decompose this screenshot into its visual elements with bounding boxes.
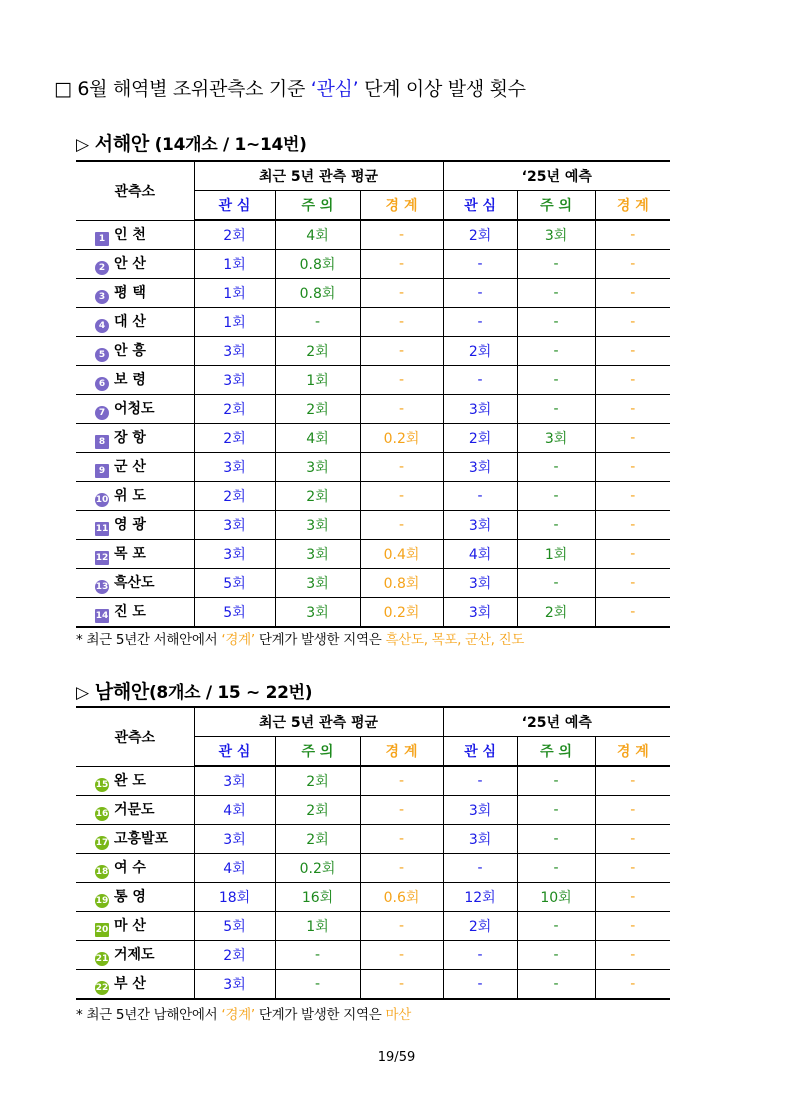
west-section-title — [76, 129, 307, 156]
note-text: 단계가 발생한 지역은 — [254, 632, 386, 648]
station-number-badge: 2 — [95, 261, 109, 275]
station-name: 군 산 — [114, 459, 146, 475]
station-cell — [76, 941, 194, 970]
station-number-badge: 12 — [95, 553, 109, 563]
station-number-badge: 5 — [95, 348, 109, 362]
value-cell-f3: - — [595, 424, 670, 453]
value-cell-f3: - — [595, 395, 670, 424]
interest-header: 관 심 — [194, 191, 275, 221]
value-cell-r2: 1회 — [275, 912, 360, 941]
value-cell-r2: 2회 — [275, 766, 360, 796]
value-cell-r3: - — [360, 395, 443, 424]
value-cell-r3: 0.6회 — [360, 883, 443, 912]
station-number-badge: 9 — [95, 464, 109, 478]
station-cell — [76, 250, 194, 279]
table-row — [76, 337, 670, 366]
west-coast-table — [76, 160, 670, 628]
table-row — [76, 825, 670, 854]
value-cell-r2: 16회 — [275, 883, 360, 912]
value-cell-f3: - — [595, 482, 670, 511]
value-cell-f2: - — [517, 511, 595, 540]
value-cell-r2: 3회 — [275, 569, 360, 598]
value-cell-r3: - — [360, 453, 443, 482]
table-row — [76, 424, 670, 453]
value-cell-r1: 5회 — [194, 912, 275, 941]
south-title-main: 남해안 — [94, 681, 149, 703]
station-number-badge: 21 — [95, 954, 109, 964]
table-row — [76, 796, 670, 825]
value-cell-f2: - — [517, 912, 595, 941]
value-cell-r3: - — [360, 941, 443, 970]
value-cell-r3: - — [360, 854, 443, 883]
table-row — [76, 883, 670, 912]
value-cell-f1: 3회 — [443, 569, 517, 598]
value-cell-f1: - — [443, 766, 517, 796]
value-cell-f3: - — [595, 598, 670, 628]
value-cell-r1: 2회 — [194, 482, 275, 511]
value-cell-f3: - — [595, 511, 670, 540]
station-name: 안 흥 — [114, 343, 146, 359]
value-cell-r2: 2회 — [275, 796, 360, 825]
table-row — [76, 453, 670, 482]
note-highlight: ‘경계’ — [221, 1007, 255, 1023]
station-cell — [76, 453, 194, 482]
value-cell-r1: 4회 — [194, 854, 275, 883]
station-number-badge: 14 — [95, 611, 109, 621]
note-text: * 최근 5년간 남해안에서 — [76, 1007, 222, 1023]
value-cell-r3: - — [360, 337, 443, 366]
station-name: 대 산 — [114, 314, 146, 330]
west-note — [76, 628, 524, 648]
station-name: 고흥발포 — [114, 831, 169, 847]
table-row — [76, 482, 670, 511]
value-cell-f3: - — [595, 854, 670, 883]
value-cell-r1: 1회 — [194, 308, 275, 337]
station-number-badge: 16 — [95, 809, 109, 819]
south-coast-table — [76, 706, 670, 1000]
table-row — [76, 308, 670, 337]
triangle-icon: ▷ — [76, 683, 89, 703]
station-cell — [76, 569, 194, 598]
value-cell-f1: - — [443, 279, 517, 308]
value-cell-f2: - — [517, 337, 595, 366]
table-row — [76, 220, 670, 250]
value-cell-f1: - — [443, 308, 517, 337]
note-highlight: ‘경계’ — [221, 632, 255, 648]
note-places: 마산 — [385, 1007, 411, 1023]
value-cell-f2: 2회 — [517, 598, 595, 628]
value-cell-f2: - — [517, 279, 595, 308]
station-number-badge: 7 — [95, 406, 109, 420]
value-cell-f2: - — [517, 308, 595, 337]
value-cell-r1: 3회 — [194, 366, 275, 395]
value-cell-r2: 0.2회 — [275, 854, 360, 883]
value-cell-f1: - — [443, 250, 517, 279]
station-name: 어청도 — [114, 401, 155, 417]
value-cell-r3: - — [360, 825, 443, 854]
value-cell-f2: - — [517, 941, 595, 970]
station-cell — [76, 598, 194, 628]
station-number-badge: 8 — [95, 435, 109, 449]
station-cell — [76, 511, 194, 540]
station-number-badge: 20 — [95, 925, 109, 935]
value-cell-f3: - — [595, 279, 670, 308]
table-row — [76, 279, 670, 308]
station-cell — [76, 482, 194, 511]
value-cell-f1: 2회 — [443, 220, 517, 250]
table-row — [76, 941, 670, 970]
station-cell — [76, 395, 194, 424]
value-cell-f3: - — [595, 883, 670, 912]
value-cell-f3: - — [595, 453, 670, 482]
value-cell-r3: - — [360, 796, 443, 825]
value-cell-f1: 3회 — [443, 796, 517, 825]
station-number-badge: 6 — [95, 377, 109, 391]
value-cell-r2: 4회 — [275, 424, 360, 453]
value-cell-r3: 0.2회 — [360, 598, 443, 628]
table-row — [76, 250, 670, 279]
value-cell-f1: 2회 — [443, 424, 517, 453]
value-cell-r2: - — [275, 941, 360, 970]
value-cell-r1: 3회 — [194, 337, 275, 366]
value-cell-r2: - — [275, 970, 360, 1000]
value-cell-f1: 3회 — [443, 453, 517, 482]
value-cell-f3: - — [595, 825, 670, 854]
station-name: 흑산도 — [114, 575, 155, 591]
station-cell — [76, 337, 194, 366]
value-cell-f3: - — [595, 569, 670, 598]
value-cell-r2: 0.8회 — [275, 250, 360, 279]
value-cell-f3: - — [595, 308, 670, 337]
value-cell-r2: 2회 — [275, 337, 360, 366]
forecast-header: ‘25년 예측 — [443, 707, 670, 737]
value-cell-f2: 3회 — [517, 424, 595, 453]
value-cell-f1: - — [443, 854, 517, 883]
station-name: 통 영 — [114, 889, 146, 905]
alert-header: 경 계 — [595, 191, 670, 221]
value-cell-f3: - — [595, 912, 670, 941]
station-cell — [76, 970, 194, 1000]
value-cell-f1: 3회 — [443, 598, 517, 628]
station-name: 장 항 — [114, 430, 146, 446]
value-cell-r3: - — [360, 912, 443, 941]
value-cell-r3: 0.8회 — [360, 569, 443, 598]
note-places: 흑산도, 목포, 군산, 진도 — [385, 632, 525, 648]
alert-header: 경 계 — [360, 191, 443, 221]
value-cell-r1: 3회 — [194, 970, 275, 1000]
value-cell-r2: 0.8회 — [275, 279, 360, 308]
value-cell-r1: 18회 — [194, 883, 275, 912]
value-cell-f1: - — [443, 941, 517, 970]
value-cell-r1: 5회 — [194, 598, 275, 628]
value-cell-f2: - — [517, 796, 595, 825]
caution-header: 주 의 — [275, 191, 360, 221]
value-cell-f2: - — [517, 766, 595, 796]
value-cell-f3: - — [595, 540, 670, 569]
value-cell-r3: 0.2회 — [360, 424, 443, 453]
value-cell-f2: 10회 — [517, 883, 595, 912]
value-cell-f3: - — [595, 337, 670, 366]
value-cell-r2: 2회 — [275, 825, 360, 854]
table-row — [76, 395, 670, 424]
table-row — [76, 766, 670, 796]
value-cell-f1: - — [443, 970, 517, 1000]
value-cell-r3: - — [360, 511, 443, 540]
value-cell-r1: 5회 — [194, 569, 275, 598]
station-name: 인 천 — [114, 226, 146, 243]
south-section-title — [76, 677, 312, 704]
west-title-main: 서해안 — [94, 133, 149, 155]
station-number-badge: 17 — [95, 838, 109, 848]
value-cell-f3: - — [595, 766, 670, 796]
value-cell-f2: - — [517, 854, 595, 883]
value-cell-f1: 3회 — [443, 395, 517, 424]
heading-highlight: ‘관심’ — [310, 78, 359, 100]
south-title-sub: (8개소 / 15 ~ 22번) — [148, 683, 313, 703]
value-cell-r2: 2회 — [275, 482, 360, 511]
value-cell-r2: 3회 — [275, 598, 360, 628]
value-cell-r1: 1회 — [194, 250, 275, 279]
value-cell-r2: 3회 — [275, 540, 360, 569]
station-cell — [76, 308, 194, 337]
table-row — [76, 569, 670, 598]
station-cell — [76, 796, 194, 825]
station-name: 영 광 — [114, 517, 146, 533]
value-cell-f3: - — [595, 250, 670, 279]
value-cell-f1: 12회 — [443, 883, 517, 912]
value-cell-r1: 3회 — [194, 453, 275, 482]
station-cell — [76, 424, 194, 453]
value-cell-r1: 3회 — [194, 766, 275, 796]
value-cell-f1: 3회 — [443, 825, 517, 854]
value-cell-f2: 1회 — [517, 540, 595, 569]
value-cell-r1: 2회 — [194, 941, 275, 970]
station-number-badge: 4 — [95, 319, 109, 333]
value-cell-f3: - — [595, 970, 670, 1000]
station-name: 보 령 — [114, 372, 146, 388]
station-name: 마 산 — [114, 918, 146, 934]
value-cell-f2: - — [517, 395, 595, 424]
heading-suffix: 단계 이상 발생 횟수 — [358, 78, 526, 100]
value-cell-f2: - — [517, 482, 595, 511]
value-cell-r2: 4회 — [275, 220, 360, 250]
station-number-badge: 22 — [95, 983, 109, 993]
value-cell-r3: - — [360, 279, 443, 308]
station-name: 안 산 — [114, 256, 146, 272]
value-cell-f1: 3회 — [443, 511, 517, 540]
station-number-badge: 13 — [95, 582, 109, 592]
value-cell-r1: 3회 — [194, 540, 275, 569]
value-cell-r3: 0.4회 — [360, 540, 443, 569]
value-cell-f2: 3회 — [517, 220, 595, 250]
value-cell-r3: - — [360, 766, 443, 796]
value-cell-f2: - — [517, 825, 595, 854]
note-text: * 최근 5년간 서해안에서 — [76, 632, 222, 648]
value-cell-r2: 1회 — [275, 366, 360, 395]
value-cell-r3: - — [360, 308, 443, 337]
triangle-icon: ▷ — [76, 135, 89, 155]
value-cell-f2: - — [517, 250, 595, 279]
value-cell-f1: - — [443, 482, 517, 511]
recent-average-header: 최근 5년 관측 평균 — [194, 161, 443, 191]
station-name: 거문도 — [114, 802, 155, 818]
alert-header: 경 계 — [360, 737, 443, 767]
value-cell-r1: 4회 — [194, 796, 275, 825]
station-number-badge: 19 — [95, 896, 109, 906]
station-name: 평 택 — [114, 285, 146, 301]
table-row — [76, 854, 670, 883]
value-cell-r2: - — [275, 308, 360, 337]
value-cell-f3: - — [595, 220, 670, 250]
station-name: 부 산 — [114, 976, 146, 992]
value-cell-f2: - — [517, 970, 595, 1000]
station-number-badge: 1 — [95, 232, 109, 246]
value-cell-r3: - — [360, 366, 443, 395]
table-row — [76, 598, 670, 628]
value-cell-r3: - — [360, 250, 443, 279]
value-cell-f3: - — [595, 796, 670, 825]
value-cell-r2: 3회 — [275, 453, 360, 482]
station-name: 여 수 — [114, 860, 146, 876]
station-cell — [76, 366, 194, 395]
value-cell-r3: - — [360, 482, 443, 511]
alert-header: 경 계 — [595, 737, 670, 767]
interest-header: 관 심 — [443, 191, 517, 221]
value-cell-r3: - — [360, 220, 443, 250]
station-cell — [76, 540, 194, 569]
station-number-badge: 10 — [95, 495, 109, 505]
value-cell-r1: 2회 — [194, 220, 275, 250]
station-name: 완 도 — [114, 772, 146, 789]
value-cell-r1: 3회 — [194, 511, 275, 540]
value-cell-r1: 2회 — [194, 395, 275, 424]
south-note — [76, 1003, 411, 1023]
note-text: 단계가 발생한 지역은 — [254, 1007, 386, 1023]
value-cell-f3: - — [595, 941, 670, 970]
caution-header: 주 의 — [517, 737, 595, 767]
caution-header: 주 의 — [275, 737, 360, 767]
station-header: 관측소 — [76, 707, 194, 766]
page-heading — [54, 74, 526, 101]
table-row — [76, 511, 670, 540]
heading-prefix: □ 6월 해역별 조위관측소 기준 — [54, 78, 311, 100]
value-cell-r2: 2회 — [275, 395, 360, 424]
interest-header: 관 심 — [443, 737, 517, 767]
station-name: 위 도 — [114, 488, 146, 504]
value-cell-f2: - — [517, 366, 595, 395]
station-number-badge: 11 — [95, 524, 109, 534]
station-cell — [76, 825, 194, 854]
station-cell — [76, 854, 194, 883]
station-cell — [76, 766, 194, 796]
value-cell-r1: 3회 — [194, 825, 275, 854]
value-cell-f2: - — [517, 453, 595, 482]
value-cell-r1: 2회 — [194, 424, 275, 453]
value-cell-f1: 2회 — [443, 912, 517, 941]
value-cell-r3: - — [360, 970, 443, 1000]
value-cell-f1: - — [443, 366, 517, 395]
station-cell — [76, 883, 194, 912]
forecast-header: ‘25년 예측 — [443, 161, 670, 191]
value-cell-f3: - — [595, 366, 670, 395]
value-cell-f1: 2회 — [443, 337, 517, 366]
station-number-badge: 18 — [95, 867, 109, 877]
table-row — [76, 540, 670, 569]
recent-average-header: 최근 5년 관측 평균 — [194, 707, 443, 737]
value-cell-r2: 3회 — [275, 511, 360, 540]
caution-header: 주 의 — [517, 191, 595, 221]
station-cell — [76, 912, 194, 941]
table-row — [76, 970, 670, 1000]
value-cell-r1: 1회 — [194, 279, 275, 308]
table-row — [76, 366, 670, 395]
value-cell-f1: 4회 — [443, 540, 517, 569]
station-number-badge: 3 — [95, 290, 109, 304]
interest-header: 관 심 — [194, 737, 275, 767]
west-title-sub: (14개소 / 1~14번) — [148, 135, 307, 155]
table-row — [76, 912, 670, 941]
station-number-badge: 15 — [95, 779, 109, 790]
station-cell — [76, 220, 194, 250]
value-cell-f2: - — [517, 569, 595, 598]
station-name: 진 도 — [114, 604, 146, 620]
station-cell — [76, 279, 194, 308]
page-number: 19/59 — [377, 1050, 416, 1065]
station-header: 관측소 — [76, 161, 194, 220]
station-name: 목 포 — [114, 546, 146, 562]
station-name: 거제도 — [114, 947, 155, 963]
